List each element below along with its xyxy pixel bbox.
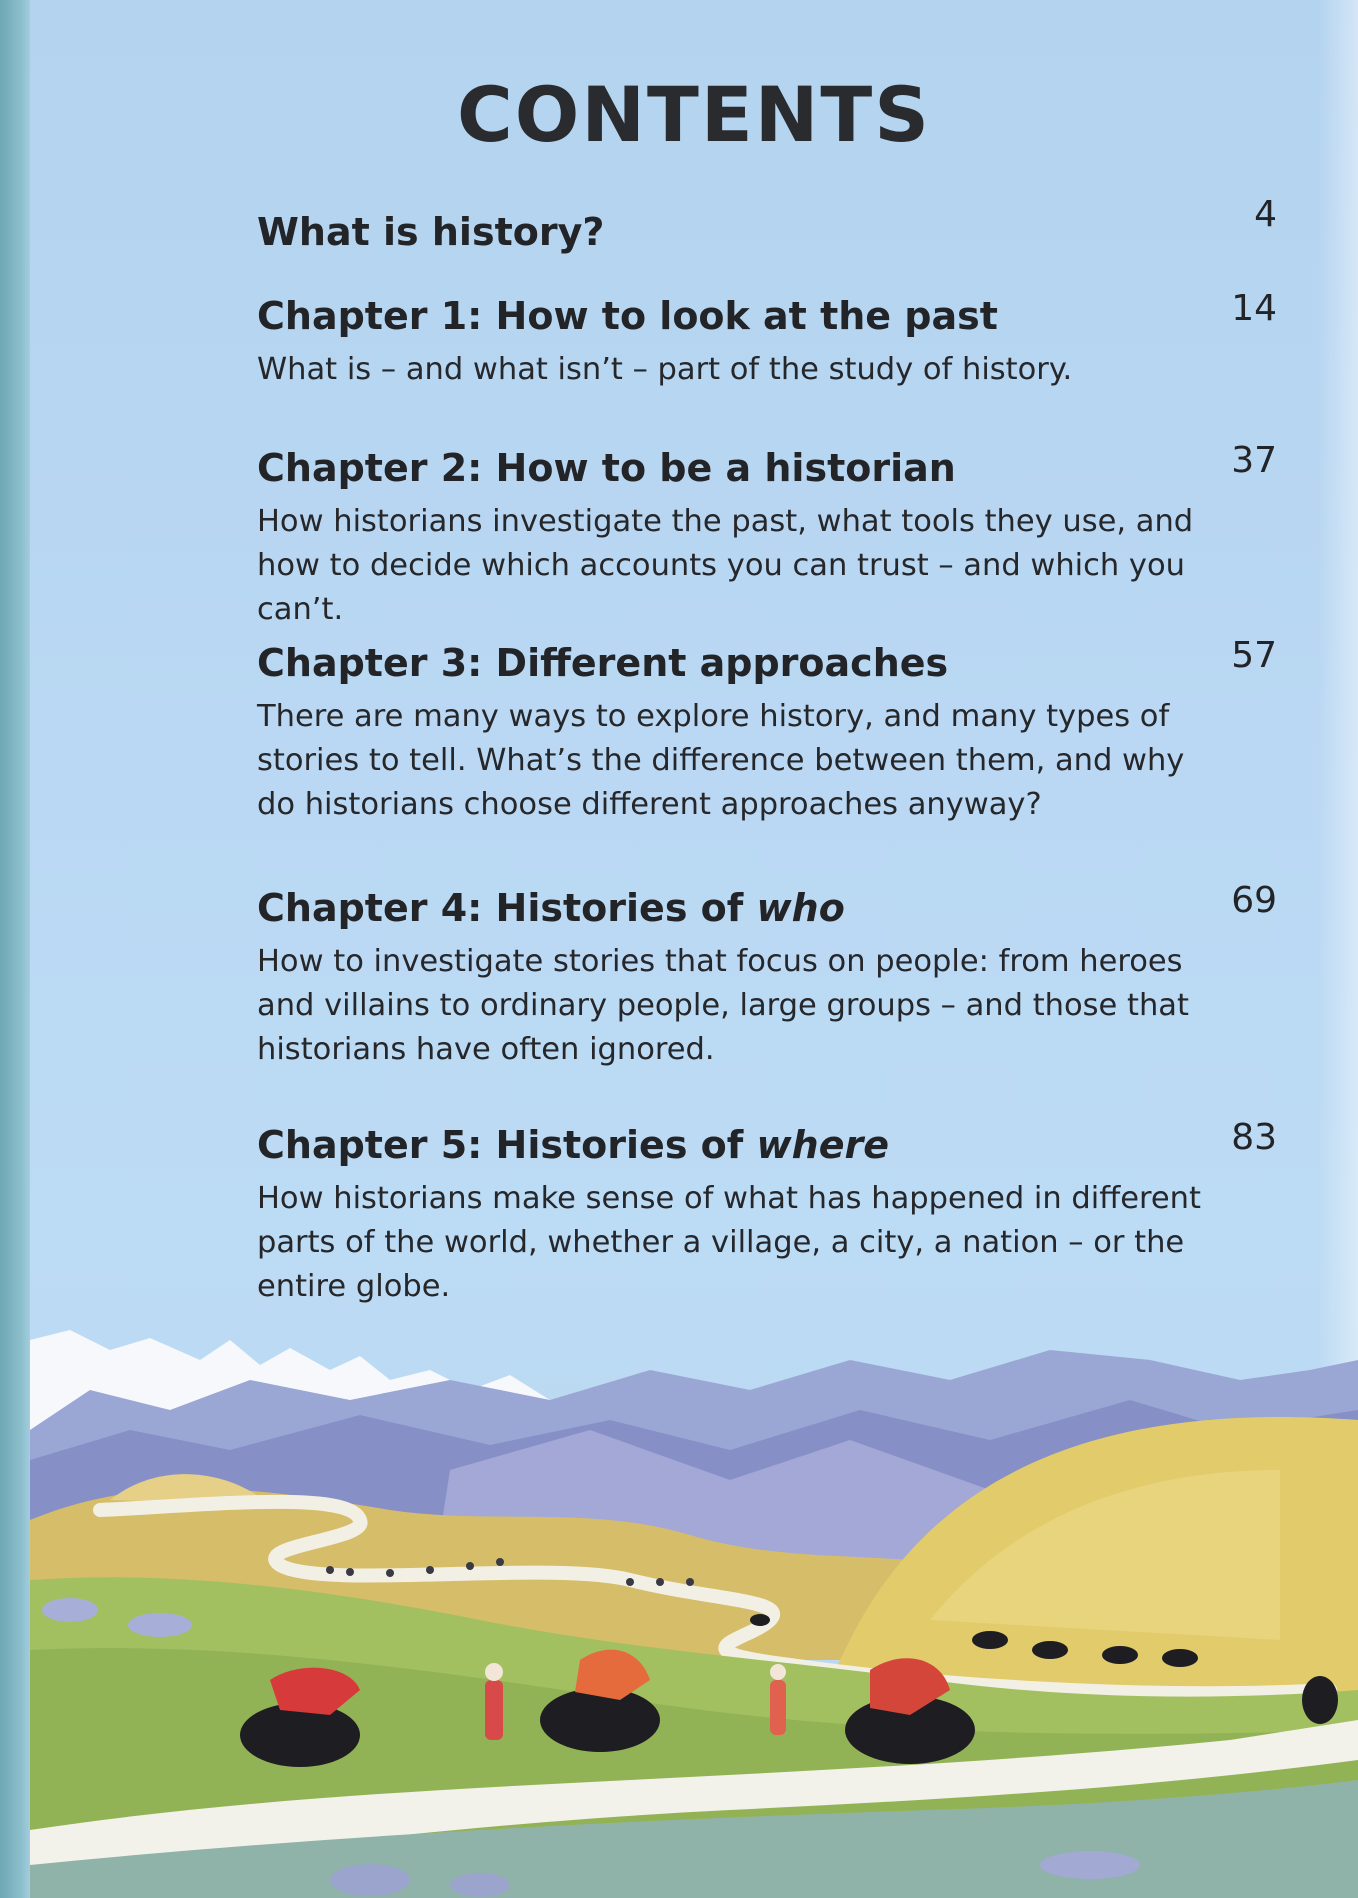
toc-entry-page-number: 14 (1231, 288, 1277, 329)
toc-entry-title-prefix: Chapter 4: Histories of (257, 886, 757, 930)
toc-entry-page-number: 57 (1231, 635, 1277, 676)
toc-entry-title-emphasis: where (756, 1123, 889, 1167)
toc-entry-header (257, 1117, 1277, 1175)
mountain-landscape-illustration (30, 1320, 1358, 1898)
toc-entry-title-prefix: Chapter 5: Histories of (257, 1123, 757, 1167)
toc-entry-title[interactable]: Chapter 1: How to look at the past (257, 294, 998, 338)
toc-entry-title[interactable]: Chapter 2: How to be a historian (257, 446, 956, 490)
toc-entry-header (257, 194, 1277, 258)
toc-entry-description: There are many ways to explore history, and many types of stories to tell. What’s the difference between them, and why do historians choose different approaches anyway? (257, 699, 1185, 822)
toc-entry-title-emphasis: who (756, 886, 845, 930)
toc-entry-title[interactable]: What is history? (257, 210, 605, 254)
toc-entry-chapter-4[interactable] (257, 880, 1277, 1072)
toc-entry-title[interactable] (257, 886, 845, 930)
toc-entry-page-number: 83 (1231, 1117, 1277, 1158)
toc-entry-page-number: 37 (1231, 440, 1277, 481)
toc-entry-header (257, 880, 1277, 938)
toc-entry-title[interactable] (257, 1123, 889, 1167)
toc-entry-header (257, 635, 1277, 693)
toc-entry-description: What is – and what isn’t – part of the study of history. (257, 352, 1073, 387)
book-spine-edge (0, 0, 30, 1898)
toc-entry-description: How to investigate stories that focus on people: from heroes and villains to ordinary people, large groups – and those that historians have often ignored. (257, 944, 1189, 1067)
toc-entry-chapter-1[interactable] (257, 288, 1277, 392)
toc-entry-chapter-5[interactable] (257, 1117, 1277, 1309)
page-title: CONTENTS (457, 70, 931, 159)
toc-entry-page-number: 69 (1231, 880, 1277, 921)
toc-entry-intro[interactable] (257, 194, 1277, 258)
toc-entry-header (257, 288, 1277, 346)
toc-entry-chapter-2[interactable] (257, 440, 1277, 632)
toc-entry-description: How historians investigate the past, what tools they use, and how to decide which accounts you can trust – and which you can’t. (257, 504, 1194, 627)
toc-entry-title[interactable]: Chapter 3: Different approaches (257, 641, 949, 685)
toc-entry-page-number: 4 (1254, 194, 1277, 235)
toc-entry-chapter-3[interactable] (257, 635, 1277, 827)
toc-entry-header (257, 440, 1277, 498)
toc-entry-description: How historians make sense of what has happened in different parts of the world, whether a village, a city, a nation – or the entire globe. (257, 1181, 1201, 1304)
